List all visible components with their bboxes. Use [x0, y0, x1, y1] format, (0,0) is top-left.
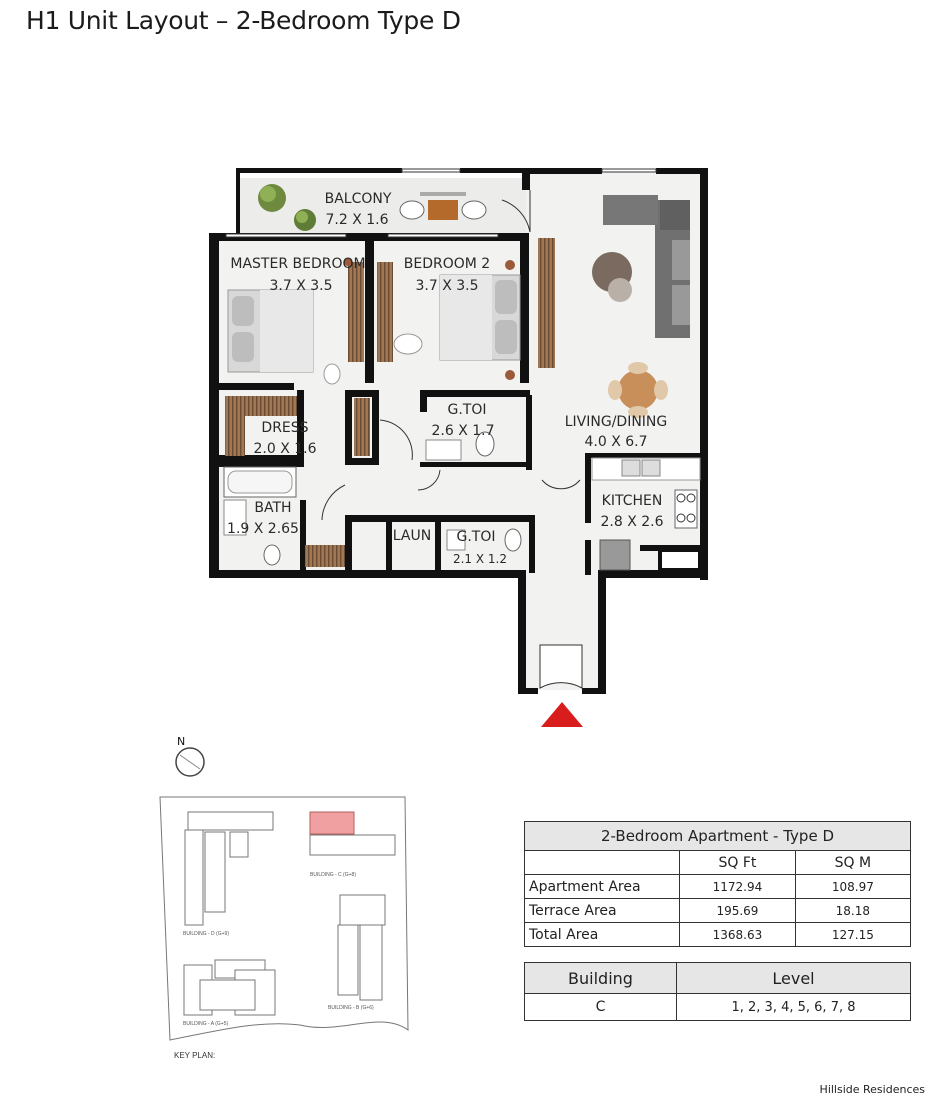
building-c-label: BUILDING - C (G+8): [310, 872, 356, 878]
building-b-label: BUILDING - B (G+6): [328, 1005, 374, 1011]
row-sqft: 1368.63: [680, 923, 795, 947]
table-row: [525, 923, 911, 947]
levels-value: 1, 2, 3, 4, 5, 6, 7, 8: [677, 994, 911, 1021]
balcony-label: BALCONY: [324, 191, 392, 207]
bedroom2-dims: 3.7 X 3.5: [415, 278, 479, 294]
key-plan-label: KEY PLAN:: [174, 1051, 216, 1060]
key-plan: [160, 797, 408, 1060]
laun-label: LAUN: [392, 528, 432, 544]
building-a-label: BUILDING - A (G+5): [183, 1021, 229, 1027]
row-label: Terrace Area: [525, 899, 680, 923]
dress-label: DRESS: [261, 420, 309, 436]
building-column-header: Building: [525, 963, 677, 994]
gtoi-upper-dims: 2.6 X 1.7: [431, 423, 495, 439]
row-label: Total Area: [525, 923, 680, 947]
compass-north-label: N: [177, 735, 186, 748]
building-table: [524, 962, 911, 1021]
building-d-label: BUILDING - D (G+9): [183, 931, 229, 937]
bath-label: BATH: [254, 500, 292, 516]
row-sqm: 108.97: [795, 875, 910, 899]
page-title: H1 Unit Layout – 2-Bedroom Type D: [26, 6, 461, 35]
row-label: Apartment Area: [525, 875, 680, 899]
footer-brand: Hillside Residences: [819, 1083, 925, 1096]
gtoi-upper-label: G.TOI: [447, 402, 487, 418]
row-sqm: 18.18: [795, 899, 910, 923]
area-table-header: 2-Bedroom Apartment - Type D: [525, 822, 911, 851]
building-value: C: [525, 994, 677, 1021]
table-row: [525, 899, 911, 923]
table-row: [525, 994, 911, 1021]
level-column-header: Level: [677, 963, 911, 994]
dress-dims: 2.0 X 1.6: [253, 441, 317, 457]
living-label: LIVING/DINING: [564, 414, 668, 430]
highlighted-unit: [310, 812, 354, 834]
area-table: [524, 821, 911, 947]
compass-icon: [176, 735, 204, 778]
kitchen-label: KITCHEN: [601, 493, 663, 509]
gtoi-lower-dims: 2.1 X 1.2: [452, 552, 508, 566]
row-sqft: 195.69: [680, 899, 795, 923]
row-sqft: 1172.94: [680, 875, 795, 899]
sqft-column-header: SQ Ft: [680, 851, 795, 875]
table-row: [525, 875, 911, 899]
bedroom2-label: BEDROOM 2: [403, 256, 491, 272]
entry-marker-icon: [541, 702, 583, 727]
bath-dims: 1.9 X 2.65: [227, 521, 299, 537]
gtoi-lower-label: G.TOI: [456, 529, 496, 545]
sqm-column-header: SQ M: [795, 851, 910, 875]
master-bedroom-dims: 3.7 X 3.5: [269, 278, 333, 294]
master-bedroom-label: MASTER BEDROOM: [230, 256, 366, 272]
row-sqm: 127.15: [795, 923, 910, 947]
balcony-dims: 7.2 X 1.6: [325, 212, 389, 228]
kitchen-dims: 2.8 X 2.6: [600, 514, 664, 530]
living-dims: 4.0 X 6.7: [584, 434, 648, 450]
